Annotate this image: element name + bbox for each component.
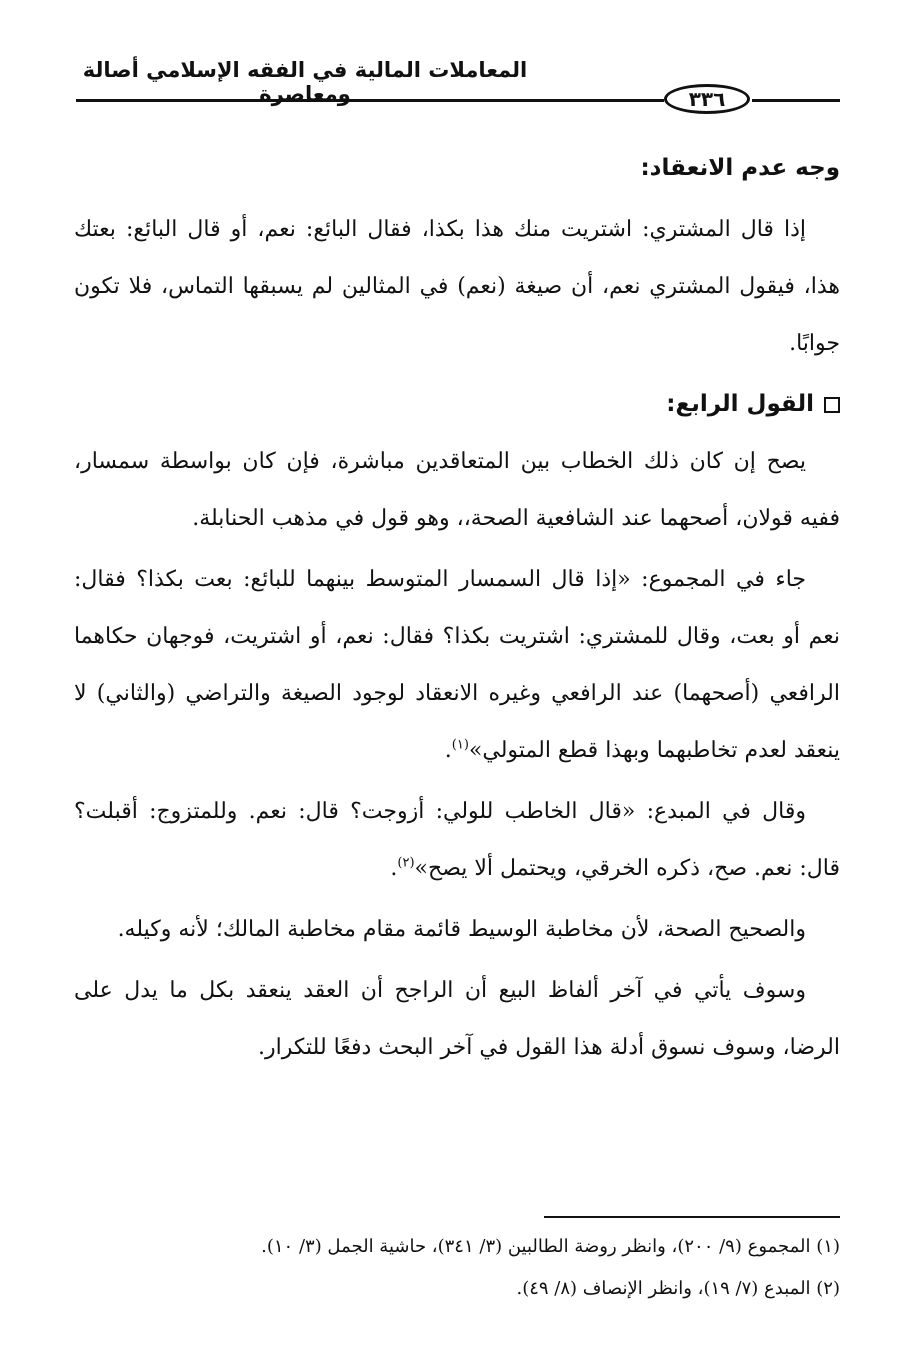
page-header: [0, 0, 920, 140]
paragraph-1: إذا قال المشتري: اشتريت منك هذا بكذا، فقال البائع: نعم، أو قال البائع: بعتك هذا، فيقول المشتري نعم، أن صيغة (نعم) في المثالين لم يسبقها التماس، فلا تكون جوابًا.: [74, 217, 840, 356]
footnote-ref-2[interactable]: (٢): [397, 855, 415, 871]
running-title: المعاملات المالية في الفقه الإسلامي أصالة ومعاصرة: [82, 58, 528, 106]
heading-fourth-opinion: [74, 376, 840, 433]
paragraph-4-end: .: [390, 856, 398, 881]
paragraph-3-text: جاء في المجموع: «إذا قال السمسار المتوسط بينهما للبائع: بعت بكذا؟ فقال: نعم أو بعت، وقال للمشتري: اشتريت بكذا؟ فقال: نعم، أو اشتريت، فوجهان حكاهما الرافعي (أصحهما) عند الرافعي وغيره الانعقاد لوجود الصيغة والتراضي (والثاني) لا ينعقد لعدم تخاطبهما وبهذا قطع المتولي»: [74, 567, 840, 763]
footnote-2: (٢) المبدع (٧/ ١٩)، وانظر الإنصاف (٨/ ٤٩).: [516, 1278, 840, 1299]
header-rule: [76, 99, 664, 102]
paragraph-3: [74, 551, 840, 779]
header-rule-right: [752, 99, 840, 102]
main-text: [74, 140, 840, 1080]
footnote-ref-1[interactable]: (١): [451, 737, 469, 753]
paragraph-5: والصحيح الصحة، لأن مخاطبة الوسيط قائمة مقام مخاطبة المالك؛ لأنه وكيله.: [117, 917, 806, 942]
footnotes: [74, 1226, 840, 1310]
paragraph-6: وسوف يأتي في آخر ألفاظ البيع أن الراجح أن العقد ينعقد بكل ما يدل على الرضا، وسوف نسوق أدلة هذا القول في آخر البحث دفعًا للتكرار.: [74, 978, 840, 1060]
paragraph-4-text: وقال في المبدع: «قال الخاطب للولي: أزوجت؟ قال: نعم. وللمتزوج: أقبلت؟ قال: نعم. صح، ذكره الخرقي، ويحتمل ألا يصح»: [74, 799, 840, 881]
heading-no-contract: وجه عدم الانعقاد:: [640, 155, 840, 181]
square-icon: [824, 397, 840, 413]
page-number: ٣٣٦: [664, 84, 750, 114]
heading-fourth-label: القول الرابع:: [666, 391, 814, 417]
footnote-1: (١) المجموع (٩/ ٢٠٠)، وانظر روضة الطالبين (٣/ ٣٤١)، حاشية الجمل (٣/ ١٠).: [261, 1236, 840, 1257]
paragraph-2: يصح إن كان ذلك الخطاب بين المتعاقدين مباشرة، فإن كان بواسطة سمسار، ففيه قولان، أصحهما عند الشافعية الصحة،، وهو قول في مذهب الحنابلة.: [74, 449, 840, 531]
paragraph-3-end: .: [444, 738, 452, 763]
footnote-separator: [544, 1216, 840, 1218]
paragraph-4: [74, 783, 840, 897]
